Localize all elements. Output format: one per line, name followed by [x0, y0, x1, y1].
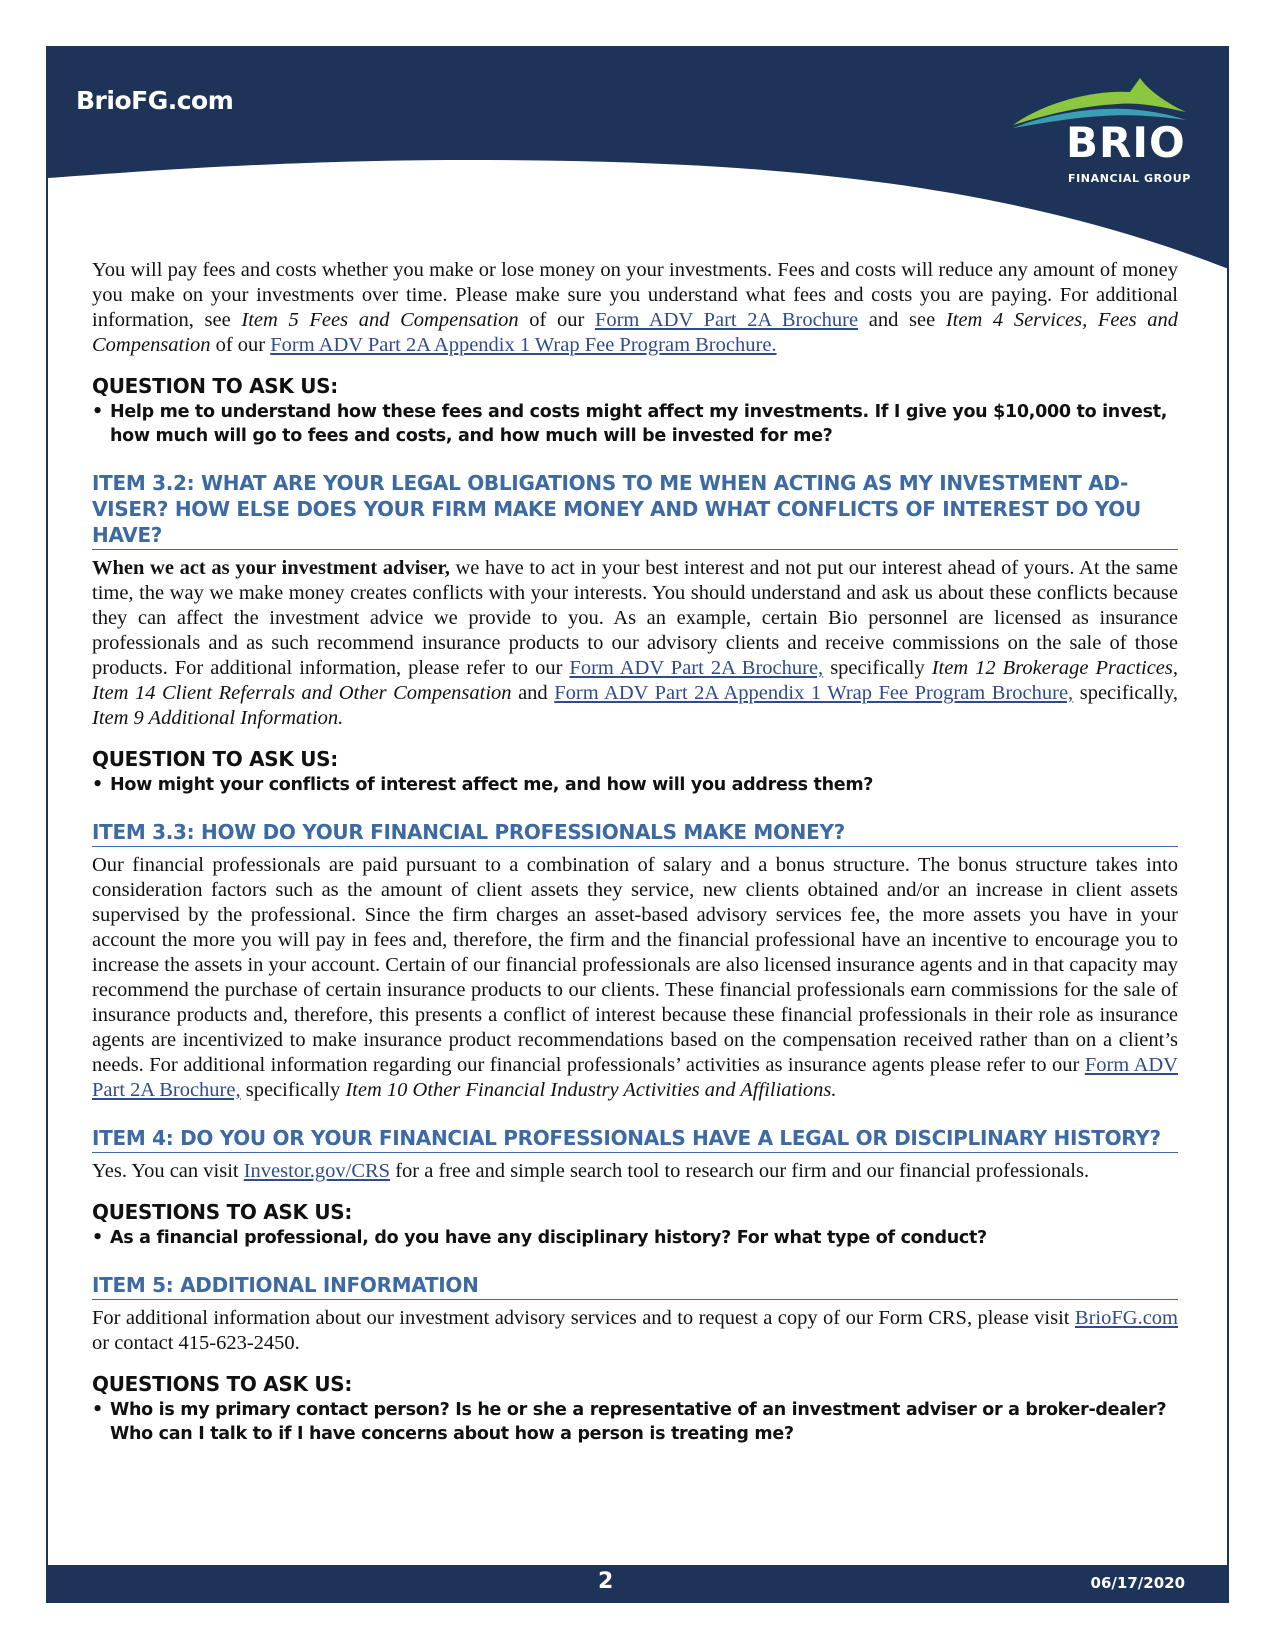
question-list	[92, 400, 1178, 448]
page-date: 06/17/2020	[1090, 1574, 1185, 1592]
site-url[interactable]: BrioFG.com	[76, 86, 234, 115]
question-item: • Help me to understand how these fees and costs might affect my investments. If I give you $10,000 to invest, how much will go to fees and costs, and how much will be invested for me?	[110, 400, 1178, 448]
question-list	[92, 1226, 1178, 1250]
brio-logo-wordmark: BRIO	[1066, 118, 1186, 167]
item-5-heading: ITEM 5: ADDITIONAL INFORMATION	[92, 1272, 1178, 1300]
question-heading: QUESTIONS TO ASK US:	[92, 1200, 353, 1224]
wrap-fee-brochure-link[interactable]: Form ADV Part 2A Appendix 1 Wrap Fee Program Brochure,	[554, 682, 1074, 704]
brio-logo-subtitle: FINANCIAL GROUP	[1068, 172, 1191, 185]
question-item: • How might your conflicts of interest affect me, and how will you address them?	[110, 773, 1178, 797]
item-5-paragraph: For additional information about our investment advisory services and to request a copy of our Form CRS, please visit BrioFG.com or contact 415-623-2450.	[92, 1307, 1178, 1354]
question-heading: QUESTIONS TO ASK US:	[92, 1372, 353, 1396]
question-item: • Who is my primary contact person? Is he or she a representative of an investment adviser or a broker-dealer? Who can I talk to if I have concerns about how a person is treating me?	[110, 1398, 1178, 1446]
page-number: 2	[598, 1569, 614, 1594]
item-4-heading: ITEM 4: DO YOU OR YOUR FINANCIAL PROFESSIONALS HAVE A LEGAL OR DISCIPLINARY HISTORY?	[92, 1125, 1178, 1153]
intro-paragraph: You will pay fees and costs whether you make or lose money on your investments. Fees and costs will reduce any amount of money you make on your investments over time. Please make sure you understand what fees and costs you are paying. For additional information, see Item 5 Fees and Compensation of our Form ADV Part 2A Brochure and see Item 4 Services, Fees and Compensation of our Form ADV Part 2A Appendix 1 Wrap Fee Program Brochure.	[92, 259, 1178, 356]
question-item: • As a financial professional, do you have any disciplinary history? For what type of conduct?	[110, 1226, 1178, 1250]
item-3-2-paragraph: When we act as your investment adviser, we have to act in your best interest and not put our interest ahead of yours. At the same time, the way we make money creates conflicts with your interests. You should understand and ask us about these conflicts because they can affect the investment advice we provide to you. As an example, certain Bio personnel are licensed as insurance professionals and as such recommend insurance products to our advisory clients and receive commissions on the sale of those products. For additional information, please refer to our Form ADV Part 2A Brochure, specifically Item 12 Brokerage Practices, Item 14 Client Referrals and Other Compensation and Form ADV Part 2A Appendix 1 Wrap Fee Program Brochure, specifically, Item 9 Additional Information.	[92, 557, 1179, 729]
form-adv-2a-link[interactable]: Form ADV Part 2A Brochure,	[569, 657, 824, 679]
question-heading: QUESTION TO ASK US:	[92, 747, 338, 771]
question-heading: QUESTION TO ASK US:	[92, 374, 338, 398]
item-3-3-heading: ITEM 3.3: HOW DO YOUR FINANCIAL PROFESSIONALS MAKE MONEY?	[92, 819, 1178, 847]
investor-gov-link[interactable]: Investor.gov/CRS	[243, 1160, 391, 1182]
question-list	[92, 773, 1178, 797]
item-3-2-heading: ITEM 3.2: WHAT ARE YOUR LEGAL OBLIGATIONS TO ME WHEN ACTING AS MY INVESTMENT AD- VISER? HOW ELSE DOES YOUR FIRM MAKE MONEY AND WHAT CONFLICTS OF INTEREST DO YOU HAVE?	[92, 470, 1178, 550]
briofg-link[interactable]: BrioFG.com	[1074, 1307, 1178, 1329]
form-adv-2a-link[interactable]: Form ADV Part 2A Brochure	[594, 309, 859, 331]
item-4-paragraph: Yes. You can visit Investor.gov/CRS for a free and simple search tool to research our firm and our financial professionals.	[92, 1160, 1090, 1182]
form-adv-2a-link[interactable]: Form ADV Part 2A Brochure,	[92, 1054, 1178, 1101]
question-list	[92, 1398, 1178, 1446]
wrap-fee-brochure-link[interactable]: Form ADV Part 2A Appendix 1 Wrap Fee Program Brochure.	[270, 334, 777, 356]
item-3-3-paragraph: Our financial professionals are paid pursuant to a combination of salary and a bonus structure. The bonus structure takes into consideration factors such as the amount of client assets they service, new clients obtained and/or an increase in client assets supervised by the professional. Since the firm charges an asset-based advisory services fee, the more assets you have in your account the more you will pay in fees and, therefore, the firm and the financial professional have an incentive to encourage you to increase the assets in your account. Certain of our financial professionals are also licensed insurance agents and in that capacity may recommend the purchase of certain insurance products to our clients. These financial professionals earn commissions for the sale of insurance products and, therefore, this presents a conflict of interest because these financial professionals in their role as insurance agents are incentivized to make insurance product recommendations based on the compensation received rather than on a client’s needs. For additional information regarding our financial professionals’ activities as insurance agents please refer to our Form ADV Part 2A Brochure, specifically Item 10 Other Financial Industry Activities and Affiliations.	[92, 854, 1178, 1101]
main-content	[92, 258, 1178, 1446]
footer-bar	[48, 1565, 1227, 1601]
